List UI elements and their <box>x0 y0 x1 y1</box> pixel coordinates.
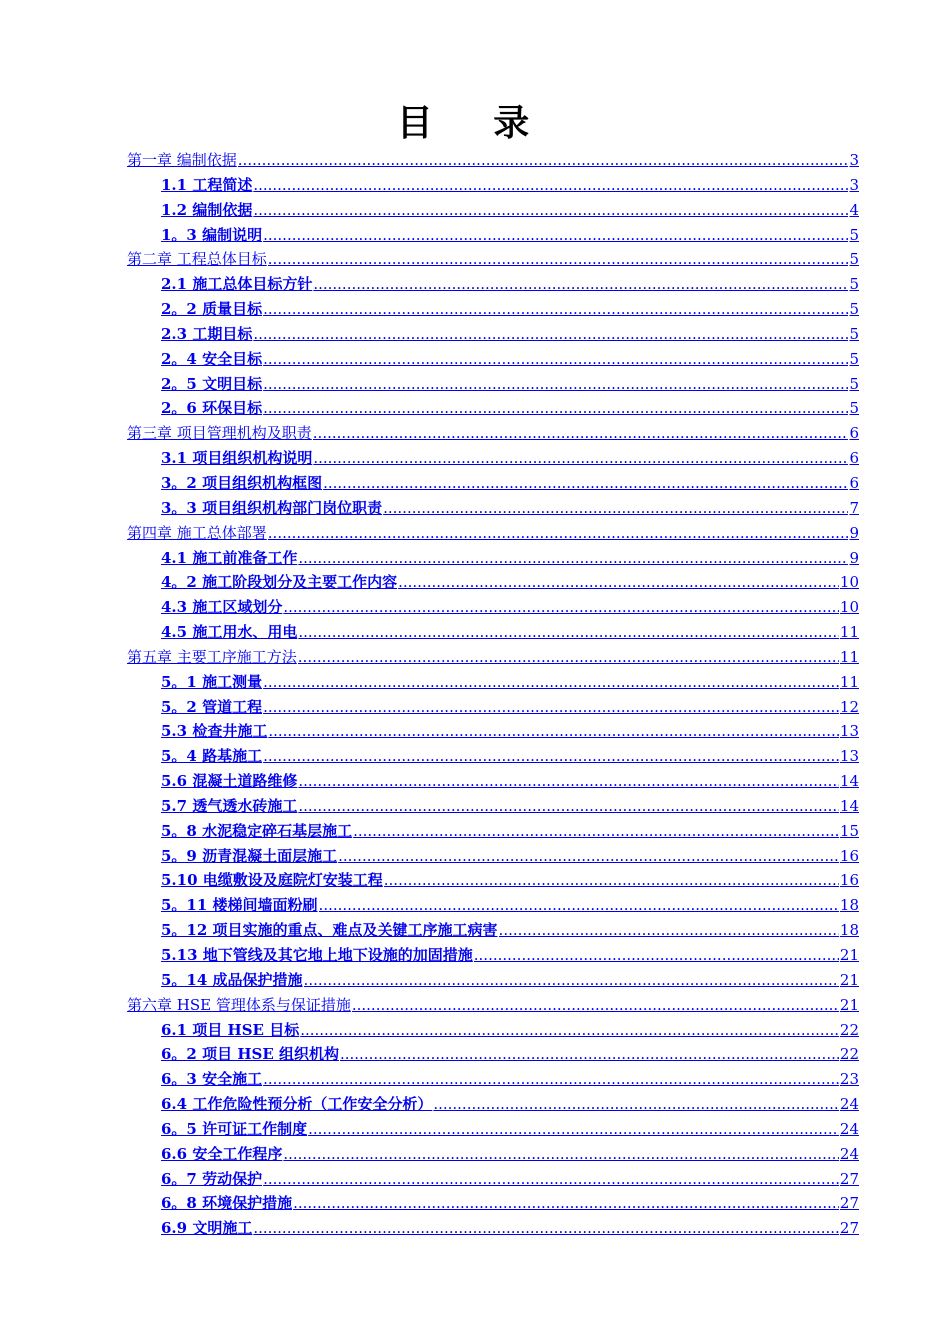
toc-dot-leader <box>433 1095 839 1113</box>
toc-chapter-link[interactable] <box>127 994 859 1019</box>
toc-dot-leader <box>298 549 848 567</box>
toc-section-link[interactable] <box>127 1118 859 1143</box>
toc-section-link[interactable] <box>127 224 859 249</box>
toc-entry-label: 6.9 文明施工 <box>161 1219 253 1238</box>
toc-page-number: 21 <box>839 970 859 989</box>
toc-entry-label: 1.1 工程简述 <box>161 175 253 194</box>
toc-entry-label: 第四章 施工总体部署 <box>127 523 267 542</box>
toc-section-link[interactable] <box>127 1217 859 1242</box>
toc-section-link[interactable] <box>127 969 859 994</box>
toc-chapter-link[interactable] <box>127 422 859 447</box>
toc-entry-label: 5。8 水泥稳定碎石基层施工 <box>161 821 353 840</box>
toc-page-number: 5 <box>849 300 859 319</box>
toc-dot-leader <box>499 921 839 939</box>
toc-dot-leader <box>319 896 839 914</box>
toc-dot-leader <box>474 946 839 964</box>
toc-dot-leader <box>398 573 839 591</box>
toc-page-number: 15 <box>839 821 859 840</box>
toc-entry-label: 4.5 施工用水、用电 <box>161 623 298 642</box>
toc-section-link[interactable] <box>127 596 859 621</box>
toc-section-link[interactable] <box>127 373 859 398</box>
toc-entry-label: 4。2 施工阶段划分及主要工作内容 <box>161 573 398 592</box>
toc-page-number: 18 <box>839 921 859 940</box>
toc-page-number: 5 <box>849 374 859 393</box>
toc-page-number: 13 <box>839 747 859 766</box>
toc-page-number: 23 <box>839 1070 859 1089</box>
toc-chapter-link[interactable] <box>127 149 859 174</box>
toc-page-number: 21 <box>839 946 859 964</box>
toc-page-number: 5 <box>849 349 859 368</box>
toc-entry-label: 5。11 楼梯间墙面粉刷 <box>161 896 318 915</box>
toc-section-link[interactable] <box>127 696 859 721</box>
toc-dot-leader <box>263 1170 839 1188</box>
toc-dot-leader <box>323 474 848 492</box>
toc-entry-label: 6。7 劳动保护 <box>161 1169 263 1188</box>
toc-page-number: 5 <box>849 275 859 294</box>
toc-page-number: 18 <box>839 896 859 915</box>
toc-page-number: 3 <box>849 151 859 169</box>
toc-chapter-link[interactable] <box>127 522 859 547</box>
toc-page-number: 24 <box>839 1144 859 1163</box>
toc-entry-label: 5。12 项目实施的重点、难点及关键工序施工病害 <box>161 921 498 940</box>
toc-dot-leader <box>263 350 848 368</box>
toc-dot-leader <box>238 151 849 169</box>
toc-dot-leader <box>253 325 848 343</box>
toc-section-link[interactable] <box>127 174 859 199</box>
toc-entry-label: 第五章 主要工序施工方法 <box>127 647 297 666</box>
toc-section-link[interactable] <box>127 1192 859 1217</box>
page-title: 目 录 <box>396 102 554 144</box>
toc-dot-leader <box>353 822 839 840</box>
toc-section-link[interactable] <box>127 894 859 919</box>
toc-dot-leader <box>263 1070 839 1088</box>
toc-section-link[interactable] <box>127 1068 859 1093</box>
toc-dot-leader <box>298 772 839 790</box>
toc-entry-label: 6。5 许可证工作制度 <box>161 1119 308 1138</box>
toc-dot-leader <box>268 524 849 542</box>
toc-page-number: 14 <box>839 772 859 791</box>
toc-dot-leader <box>283 1145 839 1163</box>
toc-page-number: 24 <box>839 1095 859 1114</box>
toc-entry-label: 2.3 工期目标 <box>161 324 253 343</box>
toc-section-link[interactable] <box>127 1043 859 1068</box>
toc-page-number: 5 <box>849 250 859 269</box>
toc-page-number: 5 <box>849 324 859 343</box>
toc-page-number: 21 <box>839 995 859 1014</box>
toc-entry-label: 3.1 项目组织机构说明 <box>161 449 313 468</box>
toc-section-link[interactable] <box>127 497 859 522</box>
toc-section-link[interactable] <box>127 397 859 422</box>
toc-entry-label: 2。6 环保目标 <box>161 399 263 418</box>
toc-dot-leader <box>253 1219 839 1237</box>
toc-page-number: 13 <box>839 722 859 741</box>
toc-dot-leader <box>263 399 848 417</box>
toc-dot-leader <box>253 176 848 194</box>
toc-entry-label: 1。3 编制说明 <box>161 225 263 244</box>
toc-page-number: 3 <box>849 175 859 194</box>
toc-page-number: 11 <box>839 672 859 691</box>
toc-entry-label: 3。2 项目组织机构框图 <box>161 473 323 492</box>
toc-section-link[interactable] <box>127 770 859 795</box>
toc-entry-label: 2。4 安全目标 <box>161 349 263 368</box>
toc-section-link[interactable] <box>127 298 859 323</box>
toc-entry-label: 4.1 施工前准备工作 <box>161 548 298 567</box>
toc-dot-leader <box>293 1194 839 1212</box>
toc-chapter-link[interactable] <box>127 646 859 671</box>
toc-section-link[interactable] <box>127 745 859 770</box>
toc-dot-leader <box>263 300 848 318</box>
toc-page-number: 22 <box>839 1020 859 1039</box>
toc-section-link[interactable] <box>127 944 859 969</box>
toc-entry-label: 2。5 文明目标 <box>161 374 263 393</box>
toc-page-number: 6 <box>849 473 859 492</box>
toc-dot-leader <box>313 449 848 467</box>
toc-entry-label: 5.10 电缆敷设及庭院灯安装工程 <box>161 871 383 890</box>
toc-section-link[interactable] <box>127 348 859 373</box>
toc-section-link[interactable] <box>127 571 859 596</box>
toc-entry-label: 第六章 HSE 管理体系与保证措施 <box>127 995 351 1014</box>
toc-entry-label: 5。14 成品保护措施 <box>161 970 303 989</box>
toc-dot-leader <box>263 747 839 765</box>
toc-page-number: 27 <box>839 1169 859 1188</box>
toc-dot-leader <box>384 871 839 889</box>
toc-section-link[interactable] <box>127 323 859 348</box>
toc-section-link[interactable] <box>127 447 859 472</box>
toc-dot-leader <box>304 971 839 989</box>
toc-page-number: 24 <box>839 1119 859 1138</box>
toc-page-number: 22 <box>839 1045 859 1064</box>
toc-entry-label: 5。4 路基施工 <box>161 747 263 766</box>
toc-page-number: 27 <box>839 1219 859 1238</box>
toc-section-link[interactable] <box>127 273 859 298</box>
toc-page-number: 6 <box>849 449 859 468</box>
toc-page-number: 12 <box>839 697 859 716</box>
toc-entry-label: 6。3 安全施工 <box>161 1070 263 1089</box>
toc-page-number: 11 <box>839 647 859 666</box>
toc-entry-label: 6。8 环境保护措施 <box>161 1194 293 1213</box>
toc-dot-leader <box>298 623 839 641</box>
toc-section-link[interactable] <box>127 1093 859 1118</box>
toc-section-link[interactable] <box>127 1168 859 1193</box>
toc-dot-leader <box>313 424 849 442</box>
toc-entry-label: 6.4 工作危险性预分析（工作安全分析） <box>161 1095 433 1114</box>
toc-dot-leader <box>298 797 839 815</box>
toc-entry-label: 5。9 沥青混凝土面层施工 <box>161 846 338 865</box>
table-of-contents <box>127 149 859 1242</box>
toc-page-number: 16 <box>839 871 859 890</box>
toc-section-link[interactable] <box>127 919 859 944</box>
toc-section-link[interactable] <box>127 1019 859 1044</box>
toc-page-number: 7 <box>849 498 859 517</box>
toc-dot-leader <box>263 226 848 244</box>
toc-dot-leader <box>253 201 848 219</box>
toc-page-number: 14 <box>839 796 859 815</box>
toc-entry-label: 5。2 管道工程 <box>161 697 263 716</box>
toc-section-link[interactable] <box>127 820 859 845</box>
toc-page-number: 4 <box>849 200 859 219</box>
toc-page-number: 27 <box>839 1194 859 1213</box>
toc-page-number: 10 <box>839 598 859 617</box>
toc-entry-label: 第三章 项目管理机构及职责 <box>127 424 312 443</box>
toc-entry-label: 第二章 工程总体目标 <box>127 250 267 269</box>
toc-dot-leader <box>268 250 849 268</box>
toc-entry-label: 3。3 项目组织机构部门岗位职责 <box>161 498 383 517</box>
toc-dot-leader <box>308 1120 839 1138</box>
toc-entry-label: 第一章 编制依据 <box>127 151 237 169</box>
toc-entry-label: 2.1 施工总体目标方针 <box>161 275 313 294</box>
toc-entry-label: 4.3 施工区域划分 <box>161 598 283 617</box>
toc-page-number: 11 <box>839 623 859 642</box>
toc-section-link[interactable] <box>127 621 859 646</box>
toc-page-number: 9 <box>849 523 859 542</box>
toc-page-number: 9 <box>849 548 859 567</box>
toc-section-link[interactable] <box>127 869 859 894</box>
toc-dot-leader <box>352 996 839 1014</box>
toc-section-link[interactable] <box>127 720 859 745</box>
toc-chapter-link[interactable] <box>127 248 859 273</box>
toc-dot-leader <box>298 648 839 666</box>
toc-page-number: 10 <box>839 573 859 592</box>
toc-section-link[interactable] <box>127 472 859 497</box>
toc-page-number: 6 <box>849 424 859 443</box>
toc-section-link[interactable] <box>127 547 859 572</box>
toc-dot-leader <box>313 275 848 293</box>
toc-entry-label: 6。2 项目 HSE 组织机构 <box>161 1045 339 1064</box>
toc-section-link[interactable] <box>127 795 859 820</box>
toc-dot-leader <box>338 847 839 865</box>
toc-dot-leader <box>263 673 839 691</box>
toc-entry-label: 5.6 混凝土道路维修 <box>161 772 298 791</box>
toc-section-link[interactable] <box>127 199 859 224</box>
toc-dot-leader <box>268 722 839 740</box>
toc-entry-label: 6.1 项目 HSE 目标 <box>161 1020 300 1039</box>
toc-entry-label: 1.2 编制依据 <box>161 200 253 219</box>
toc-entry-label: 6.6 安全工作程序 <box>161 1144 283 1163</box>
toc-section-link[interactable] <box>127 1143 859 1168</box>
toc-section-link[interactable] <box>127 845 859 870</box>
toc-page-number: 5 <box>849 399 859 418</box>
toc-page-number: 5 <box>849 225 859 244</box>
toc-dot-leader <box>340 1045 839 1063</box>
toc-entry-label: 5.3 检查井施工 <box>161 722 268 741</box>
toc-entry-label: 5.13 地下管线及其它地上地下设施的加固措施 <box>161 946 473 964</box>
toc-dot-leader <box>383 499 848 517</box>
toc-dot-leader <box>263 375 848 393</box>
toc-dot-leader <box>300 1021 839 1039</box>
toc-dot-leader <box>263 698 839 716</box>
toc-dot-leader <box>283 598 839 616</box>
toc-section-link[interactable] <box>127 671 859 696</box>
toc-entry-label: 2。2 质量目标 <box>161 300 263 319</box>
toc-entry-label: 5.7 透气透水砖施工 <box>161 796 298 815</box>
toc-page-number: 16 <box>839 846 859 865</box>
toc-entry-label: 5。1 施工测量 <box>161 672 263 691</box>
